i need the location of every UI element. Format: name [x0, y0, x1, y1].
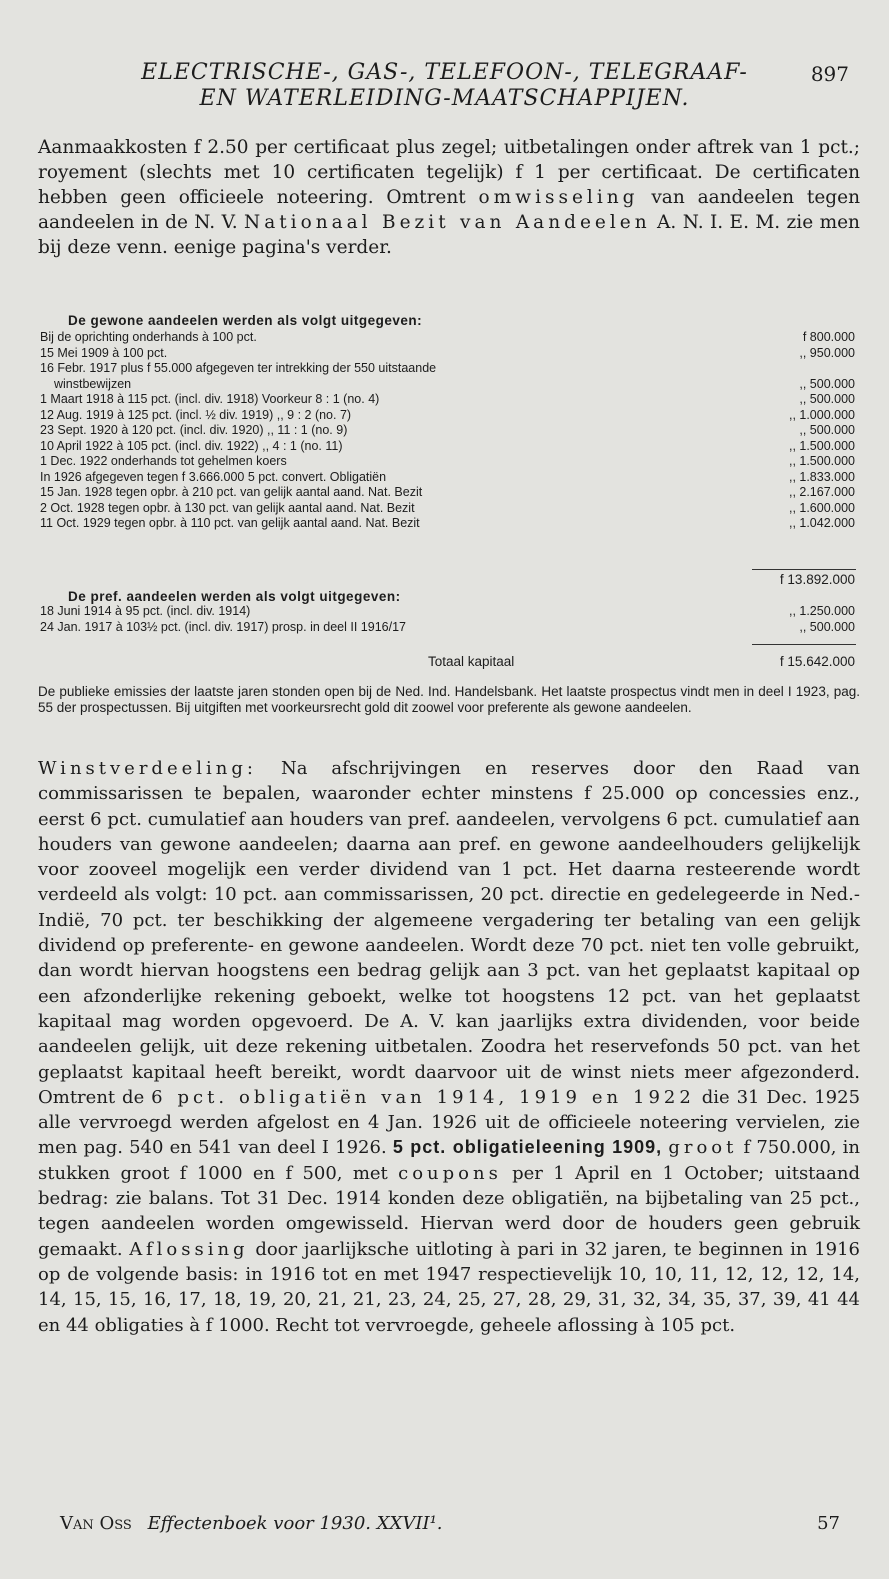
header-title-line2: EN WATERLEIDING-MAATSCHAPPIJEN. — [199, 86, 690, 111]
spaced-term: Aflossing — [129, 1238, 249, 1260]
table-row: winstbewijzen ,, 500.000 — [54, 376, 855, 391]
loan-heading: 5 pct. obligatieleening 1909, — [392, 1137, 663, 1158]
pref-shares-heading: De pref. aandeelen werden als volgt uitgegeven: — [68, 589, 401, 604]
table-row: 24 Jan. 1917 à 103½ pct. (incl. div. 1917) prosp. in deel II 1916/17 ,, 500.000 — [40, 619, 855, 634]
spaced-term: groot — [668, 1137, 738, 1159]
total-capital-value: f 15.642.000 — [779, 654, 855, 669]
table-row: Bij de oprichting onderhands à 100 pct. f 800.000 — [40, 330, 855, 344]
table-row: 23 Sept. 1920 à 120 pct. (incl. div. 1920) ,, 11 : 1 (no. 9) ,, 500.000 — [40, 423, 855, 437]
text-span: Aanmaakkosten f 2.50 per certificaat plus zegel; uitbetalingen onder aftrek van 1 pct.; royement (slechts met 10 certificaten tegelijk) f 1 per certificaat. De certificaten hebben geen officieele noteering. Omtrent — [38, 137, 860, 208]
subtotal-rule — [752, 569, 856, 570]
table-row: 10 April 1922 à 105 pct. (incl. div. 1922) ,, 4 : 1 (no. 11) ,, 1.500.000 — [40, 438, 855, 453]
table-row: 16 Febr. 1917 plus f 55.000 afgegeven ter intrekking der 550 uitstaande — [40, 361, 437, 375]
footer-book-title: Effectenboek voor 1930. XXVII¹. — [147, 1513, 443, 1534]
pref-shares-table — [40, 604, 855, 635]
spaced-term: omwisseling — [478, 187, 639, 208]
text-span: A. N. I. E. M. zie men bij deze venn. eenige pagina's verder. — [38, 212, 860, 258]
total-rule — [752, 644, 856, 645]
certificates-paragraph — [38, 135, 860, 260]
common-shares-table — [40, 330, 855, 532]
page-footer — [60, 1513, 840, 1534]
footer-publisher: Van Oss — [60, 1513, 132, 1534]
total-capital-label: Totaal kapitaal — [428, 654, 515, 669]
table-row: 2 Oct. 1928 tegen opbr. à 130 pct. van gelijk aantal aand. Nat. Bezit ,, 1.600.000 — [40, 500, 855, 515]
table-row: 11 Oct. 1929 tegen opbr. à 110 pct. van gelijk aantal aand. Nat. Bezit ,, 1.042.000 — [40, 516, 855, 530]
table-row: 15 Jan. 1928 tegen opbr. à 210 pct. van gelijk aantal aand. Nat. Bezit ,, 2.167.000 — [40, 485, 855, 499]
table-row: 12 Aug. 1919 à 125 pct. (incl. ½ div. 1919) ,, 9 : 2 (no. 7) ,, 1.000.000 — [40, 407, 855, 422]
spaced-term: coupons — [398, 1162, 502, 1184]
public-issues-paragraph: De publieke emissies der laatste jaren stonden open bij de Ned. Ind. Handelsbank. Het laatste prospectus vindt men in deel I 1923, pag. 55 der prospectussen. Bij uitgiften met voorkeursrecht gold dit zoowel voor preferente als gewone aandeelen. — [38, 684, 860, 715]
text-span: van aandeelen tegen aandeelen in de N. V. — [38, 187, 860, 233]
spaced-term: 6 pct. obligatiën van 1914, 1919 en 1922 — [151, 1086, 695, 1108]
spaced-term: Nationaal Bezit van Aandeelen — [244, 212, 651, 233]
common-shares-total: f 13.892.000 — [779, 572, 855, 587]
page-header — [0, 60, 889, 112]
profit-distribution-paragraph: Winstverdeeling: Na afschrijvingen en reserves door den Raad van commissarissen te bepalen, waaronder echter minstens f 25.000 op concessies enz., eerst 6 pct. cumulatief aan houders van pref. aandeelen, vervolgens 6 pct. cumulatief aan houders van gewone aandeelen; daarna aan pref. en gewone aandeelhouders gelijkelijk voor zooveel mogelijk een verder dividend van 1 pct. Het daarna resteerende wordt verdeeld als volgt: 10 pct. aan commissarissen, 20 pct. directie en gedelegeerde in Ned.-Indië, 70 pct. ter beschikking der algemeene vergadering ter betaling van een gelijk dividend op preferente- en gewone aandeelen. Wordt deze 70 pct. niet ten volle gebruikt, dan wordt hiervan hoogstens een bedrag gelijk aan 3 pct. van het geplaatst kapitaal op een afzonderlijke rekening geboekt, welke tot hoogstens 12 pct. van het geplaatst kapitaal mag worden opgevoerd. De A. V. kan jaarlijks extra dividenden, voor beide aandeelen gelijk, uit deze rekening uitbetalen. Zoodra het reservefonds 50 pct. van het geplaatst kapitaal heeft bereikt, wordt daarvoor uit de winst niets meer afgezonderd. Omtrent de 6 pct. obligatiën van 1914, 1919 en 1922 die 31 Dec. 1925 alle vervroegd werden afgelost en 4 Jan. 1926 uit de officieele noteering vervielen, zie men pag. 540 en 541 van deel I 1926. 5 pct. obligatieleening 1909, groot f 750.000, in stukken groot f 1000 en f 500, met coupons per 1 April en 1 October; uitstaand bedrag: zie balans. Tot 31 Dec. 1914 konden deze obligatiën, na bijbetaling van 25 pct., tegen aandeelen worden omgewisseld. Hiervan werd door de houders geen gebruik gemaakt. Aflossing door jaarlijksche uitloting à pari in 32 jaren, te beginnen in 1916 op de volgende basis: in 1916 tot en met 1947 respectievelijk 10, 10, 11, 12, 12, 12, 14, 14, 15, 15, 16, 17, 18, 19, 20, 21, 21, 23, 24, 25, 27, 28, 29, 31, 32, 34, 35, 37, 39, 41 44 en 44 obligaties à f 1000. Recht tot vervroegde, geheele aflossing à 105 pct. — [38, 758, 861, 1336]
spaced-term: Winstverdeeling: — [38, 758, 257, 779]
page-number: 897 — [810, 62, 849, 86]
footer-page-number: 57 — [817, 1513, 840, 1534]
table-row: 1 Dec. 1922 onderhands tot gehelmen koers ,, 1.500.000 — [40, 454, 855, 468]
table-row: In 1926 afgegeven tegen f 3.666.000 5 pct. convert. Obligatiën ,, 1.833.000 — [40, 469, 855, 484]
table-row: 15 Mei 1909 à 100 pct. ,, 950.000 — [40, 345, 855, 360]
header-title-line1: ELECTRISCHE-, GAS-, TELEFOON-, TELEGRAAF- — [141, 60, 748, 85]
common-shares-heading: De gewone aandeelen werden als volgt uitgegeven: — [68, 313, 423, 328]
table-row: 1 Maart 1918 à 115 pct. (incl. div. 1918) Voorkeur 8 : 1 (no. 4) ,, 500.000 — [40, 392, 855, 406]
total-capital-row — [40, 654, 855, 670]
table-row: 18 Juni 1914 à 95 pct. (incl. div. 1914) ,, 1.250.000 — [40, 604, 855, 618]
